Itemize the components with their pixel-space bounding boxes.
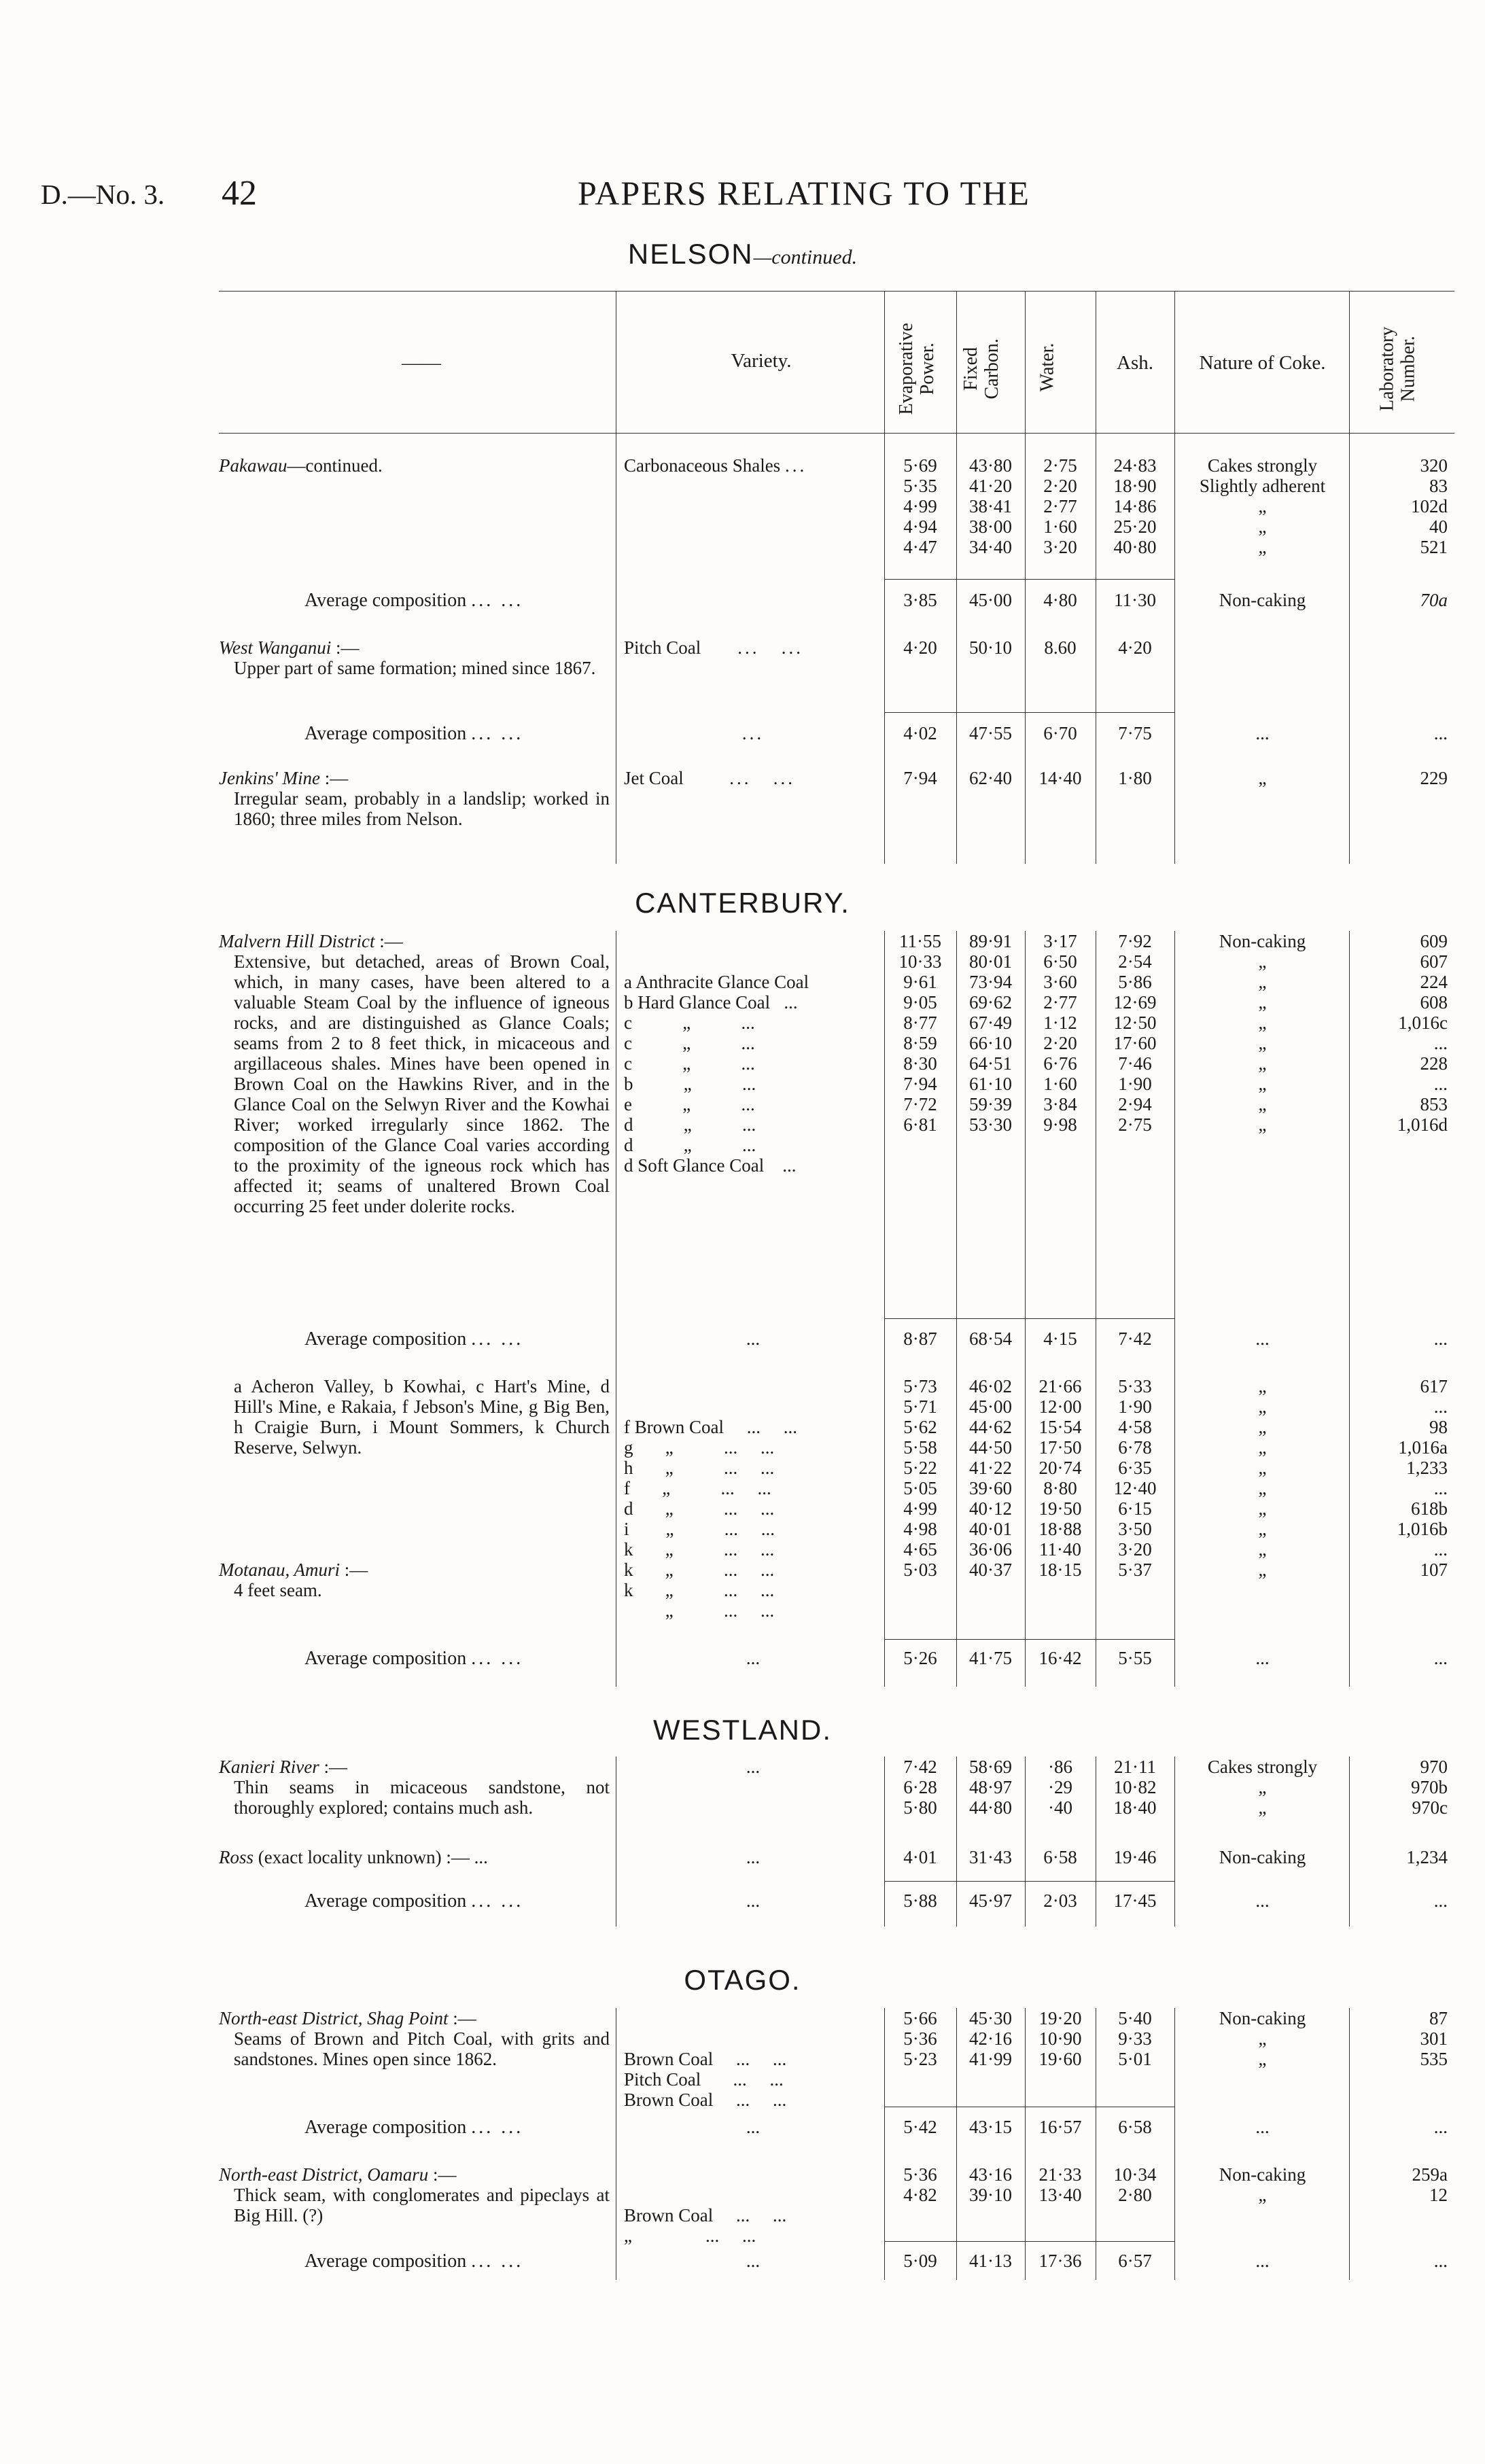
coke-value: Non-caking <box>1219 1847 1306 1867</box>
avg-ash: 7·42 <box>1118 1328 1152 1349</box>
col-rule <box>1174 2008 1175 2280</box>
ash-column: 24·83 18·90 14·86 25·20 40·80 <box>1113 455 1157 557</box>
region-subtitle <box>0 238 1485 270</box>
avg-coke: ... <box>1255 1890 1270 1911</box>
avg-ash: 11·30 <box>1114 590 1156 610</box>
locality-oamaru: North-east District, Oamaru :— Thick seam, with conglomerates and pipeclays at Big Hill. (?) <box>219 2164 610 2225</box>
fixed-carbon-column: 45·30 42·16 41·99 <box>969 2008 1012 2069</box>
avg-evap: 8·87 <box>903 1328 937 1349</box>
sum-rule <box>884 712 1174 713</box>
avg-lab: ... <box>1433 1648 1448 1668</box>
avg-water: 16·57 <box>1038 2117 1082 2137</box>
evap-value: 4·20 <box>903 637 937 658</box>
water-column: 21·66 12·00 15·54 17·50 20·74 8·80 19·50 18·88 11·40 18·15 <box>1038 1376 1082 1580</box>
localities-key: a Acheron Valley, b Kowhai, c Hart's Mine, d Hill's Mine, e Rakaia, f Jebson's Mine, g Big Ben, h Craigie Burn, i Mount Sommers, k Church Reserve, Selwyn. <box>234 1376 610 1458</box>
avg-variety: ... <box>746 1890 761 1911</box>
col-header-ash: Ash. <box>1117 352 1153 374</box>
avg-variety: ... <box>741 723 765 743</box>
ash-value: 1·80 <box>1118 768 1152 788</box>
avg-fixed: 45·97 <box>969 1890 1012 1911</box>
avg-ash: 7·75 <box>1118 723 1152 743</box>
avg-lab: ... <box>1433 1328 1448 1349</box>
section-title-canterbury: CANTERBURY. <box>635 887 850 919</box>
avg-evap: 5·42 <box>903 2117 937 2137</box>
coke-column: Non-caking „ <box>1219 2164 1306 2205</box>
average-composition-label: Average composition ... ... <box>304 1328 524 1350</box>
lab-number-value: 229 <box>1420 768 1448 788</box>
locality-ross: Ross (exact locality unknown) :— ... <box>219 1847 488 1867</box>
coke-column: Cakes strongly Slightly adherent „ „ „ <box>1199 455 1326 557</box>
sum-rule <box>884 1881 1174 1882</box>
section-title-westland: WESTLAND. <box>652 1714 833 1746</box>
avg-evap: 5·09 <box>903 2251 937 2271</box>
avg-fixed: 43·15 <box>969 2117 1012 2137</box>
locality-motanau: Motanau, Amuri :— 4 feet seam. <box>219 1560 368 1600</box>
subtitle-suffix: —continued. <box>753 246 858 268</box>
avg-variety: ... <box>746 1648 761 1668</box>
evap-value: 7·94 <box>903 768 937 788</box>
avg-fixed: 45·00 <box>969 590 1012 610</box>
table-header-rule <box>219 433 1454 434</box>
lab-number-column: 87 301 535 <box>1420 2008 1448 2069</box>
average-composition-label: Average composition ... ... <box>304 1890 524 1912</box>
average-composition-label: Average composition ... ... <box>304 2251 524 2272</box>
sum-rule <box>884 1639 1174 1640</box>
avg-coke: ... <box>1255 1648 1270 1668</box>
average-composition-label: Average composition ... ... <box>304 1648 524 1669</box>
water-column: ·86 ·29 ·40 <box>1048 1757 1072 1818</box>
water-column: 21·33 13·40 <box>1038 2164 1082 2205</box>
average-composition-label: Average composition ... ... <box>304 590 524 611</box>
section-title-otago: OTAGO. <box>684 1964 801 1996</box>
lab-number-column: 259a 12 <box>1412 2164 1448 2205</box>
coke-column: Non-caking „ „ „ „ „ „ „ „ „ <box>1219 931 1306 1135</box>
water-column: 19·20 10·90 19·60 <box>1038 2008 1082 2069</box>
page-title: PAPERS RELATING TO THE <box>578 174 1030 212</box>
fixed-carbon-value: 50·10 <box>969 637 1012 658</box>
evap-column: 5·36 4·82 <box>903 2164 937 2205</box>
locality-shag-point: North-east District, Shag Point :— Seams of Brown and Pitch Coal, with grits and sandstones. Mines open since 1862. <box>219 2008 610 2069</box>
evap-column: 11·55 10·33 9·61 9·05 8·77 8·59 8·30 7·94 7·72 6·81 <box>898 931 942 1135</box>
avg-evap: 5·26 <box>903 1648 937 1668</box>
avg-water: 4·80 <box>1043 590 1077 610</box>
sum-rule <box>884 1318 1174 1319</box>
avg-lab: ... <box>1433 2117 1448 2137</box>
avg-coke: ... <box>1255 2251 1270 2271</box>
coke-column: „ „ „ „ „ „ „ „ „ „ <box>1258 1376 1267 1580</box>
ash-column: 5·33 1·90 4·58 6·78 6·35 12·40 6·15 3·50 3·20 5·37 <box>1113 1376 1157 1580</box>
avg-fixed: 41·75 <box>969 1648 1012 1668</box>
avg-evap: 5·88 <box>903 1890 937 1911</box>
locality-malvern-hill: Malvern Hill District :— Extensive, but detached, areas of Brown Coal, which, in many cases, have been altered to a valuable Steam Coal by the influence of igneous rocks, and are distinguished as Glance Coals; seams from 2 to 8 feet thick, in micaceous and argillaceous shales. Mines have been opened in Brown Coal on the Hawkins River, and in the Glance Coal on the Selwyn River and the Kowhai River; worked irregularly since 1862. The composition of the Glance Coal varies according to the proximity of the igneous rock which has affected it; seams of unaltered Brown Coal occurring 25 feet under dolerite rocks. <box>219 931 610 1216</box>
col-header-fixed-carbon: Fixed Carbon. <box>960 338 1002 400</box>
variety-cell: ... <box>746 1757 761 1777</box>
water-value: 8.60 <box>1044 637 1077 658</box>
variety-column: a Anthracite Glance Coal b Hard Glance Coal ... c „ ... c „ ... c „ ... b „ ... e „ ... d „ ... d „ ... d Soft Glance Coal ... <box>624 972 809 1176</box>
avg-water: 2·03 <box>1043 1890 1077 1911</box>
avg-evap: 3·85 <box>903 590 937 610</box>
evap-column: 7·42 6·28 5·80 <box>903 1757 937 1818</box>
avg-ash: 6·57 <box>1118 2251 1152 2271</box>
water-value: 14·40 <box>1038 768 1082 788</box>
fixed-carbon-column: 43·16 39·10 <box>969 2164 1012 2205</box>
avg-coke: ... <box>1255 1328 1270 1349</box>
col-header-nature-of-coke: Nature of Coke. <box>1199 352 1326 374</box>
avg-coke: Non-caking <box>1219 590 1306 610</box>
variety-cell: Carbonaceous Shales ... <box>624 455 807 476</box>
avg-variety: ... <box>746 1328 761 1349</box>
col-header-water: Water. <box>1036 342 1058 392</box>
locality-jenkins-mine: Jenkins' Mine :— Irregular seam, probably in a landslip; worked in 1860; three miles from Nelson. <box>219 768 610 829</box>
variety-cell: Jet Coal ... ... <box>624 768 795 788</box>
table-top-rule <box>219 291 1454 292</box>
avg-lab: ... <box>1433 2251 1448 2271</box>
lab-number-value: 1,234 <box>1406 1847 1448 1867</box>
variety-column: Brown Coal ... ... „ ... ... <box>624 2205 787 2246</box>
col-header-locality: —— <box>402 352 441 374</box>
ash-value: 4·20 <box>1118 637 1152 658</box>
avg-variety: ... <box>746 2117 761 2137</box>
sum-rule <box>884 2241 1174 2242</box>
locality-pakawau: Pakawau—continued. <box>219 455 383 476</box>
lab-number-column: 320 83 102d 40 521 <box>1411 455 1448 557</box>
variety-column: f Brown Coal ... ... g „ ... ... h „ ... ... f „ ... ... d „ ... ... i „ ... ... k „ ... ... k „ ... ... k „ ... ... „ ... ... <box>624 1417 797 1621</box>
variety-cell: ... <box>746 1847 761 1867</box>
fixed-carbon-column: 46·02 45·00 44·62 44·50 41·22 39·60 40·12 40·01 36·06 40·37 <box>969 1376 1012 1580</box>
variety-column: Brown Coal ... ... Pitch Coal ... ... Brown Coal ... ... <box>624 2049 787 2110</box>
col-header-variety: Variety. <box>731 350 792 372</box>
avg-water: 6·70 <box>1043 723 1077 743</box>
ash-column: 10·34 2·80 <box>1113 2164 1157 2205</box>
sum-rule <box>884 579 1174 580</box>
lab-number-column: 609 607 224 608 1,016c ... 228 ... 853 1,016d <box>1397 931 1448 1135</box>
avg-ash: 6·58 <box>1118 2117 1152 2137</box>
water-column: 2·75 2·20 2·77 1·60 3·20 <box>1043 455 1077 557</box>
avg-water: 16·42 <box>1038 1648 1082 1668</box>
locality-west-wanganui: West Wanganui :— Upper part of same formation; mined since 1867. <box>219 637 596 678</box>
ash-column: 5·40 9·33 5·01 <box>1118 2008 1152 2069</box>
avg-lab: ... <box>1433 723 1448 743</box>
col-rule <box>1174 291 1175 864</box>
page-number: 42 <box>222 174 257 213</box>
variety-cell: Pitch Coal ... ... <box>624 637 803 658</box>
col-header-evaporative-power: Evaporative Power. <box>896 323 938 415</box>
ash-value: 19·46 <box>1113 1847 1157 1867</box>
col-header-laboratory-number: Laboratory Number. <box>1376 326 1419 411</box>
ash-column: 7·92 2·54 5·86 12·69 12·50 17·60 7·46 1·90 2·94 2·75 <box>1113 931 1157 1135</box>
ash-column: 21·11 10·82 18·40 <box>1113 1757 1157 1818</box>
fixed-carbon-column: 89·91 80·01 73·94 69·62 67·49 66·10 64·51 61·10 59·39 53·30 <box>969 931 1012 1135</box>
average-composition-label: Average composition ... ... <box>304 723 524 744</box>
avg-fixed: 41·13 <box>969 2251 1012 2271</box>
evap-column: 5·69 5·35 4·99 4·94 4·47 <box>903 455 937 557</box>
locality-kanieri-river: Kanieri River :— Thin seams in micaceous sandstone, not thoroughly explored; contains much ash. <box>219 1757 610 1818</box>
avg-water: 17·36 <box>1038 2251 1082 2271</box>
coke-column: Cakes strongly „ „ <box>1207 1757 1318 1818</box>
subtitle-main: NELSON <box>627 238 754 270</box>
avg-coke: ... <box>1255 2117 1270 2137</box>
water-column: 3·17 6·50 3·60 2·77 1·12 2·20 6·76 1·60 3·84 9·98 <box>1043 931 1077 1135</box>
fixed-carbon-value: 62·40 <box>969 768 1012 788</box>
coke-value: „ <box>1258 768 1267 788</box>
col-rule <box>1174 931 1175 1687</box>
avg-ash: 17·45 <box>1113 1890 1157 1911</box>
fixed-carbon-value: 31·43 <box>969 1847 1012 1867</box>
avg-lab: 70a <box>1420 590 1448 610</box>
lab-number-column: 617 ... 98 1,016a 1,233 ... 618b 1,016b ... 107 <box>1397 1376 1448 1580</box>
fixed-carbon-column: 58·69 48·97 44·80 <box>969 1757 1012 1818</box>
document-ref: D.—No. 3. <box>41 179 165 210</box>
avg-water: 4·15 <box>1043 1328 1077 1349</box>
lab-number-column: 970 970b 970c <box>1411 1757 1448 1818</box>
col-rule <box>1174 1757 1175 1926</box>
average-composition-label: Average composition ... ... <box>304 2117 524 2138</box>
evap-column: 5·66 5·36 5·23 <box>903 2008 937 2069</box>
coke-column: Non-caking „ „ <box>1219 2008 1306 2069</box>
water-value: 6·58 <box>1043 1847 1077 1867</box>
avg-fixed: 47·55 <box>969 723 1012 743</box>
avg-evap: 4·02 <box>903 723 937 743</box>
avg-variety: ... <box>746 2251 761 2271</box>
avg-coke: ... <box>1255 723 1270 743</box>
evap-value: 4·01 <box>903 1847 937 1867</box>
fixed-carbon-column: 43·80 41·20 38·41 38·00 34·40 <box>969 455 1012 557</box>
evap-column: 5·73 5·71 5·62 5·58 5·22 5·05 4·99 4·98 4·65 5·03 <box>903 1376 937 1580</box>
avg-ash: 5·55 <box>1118 1648 1152 1668</box>
avg-lab: ... <box>1433 1890 1448 1911</box>
avg-fixed: 68·54 <box>969 1328 1012 1349</box>
